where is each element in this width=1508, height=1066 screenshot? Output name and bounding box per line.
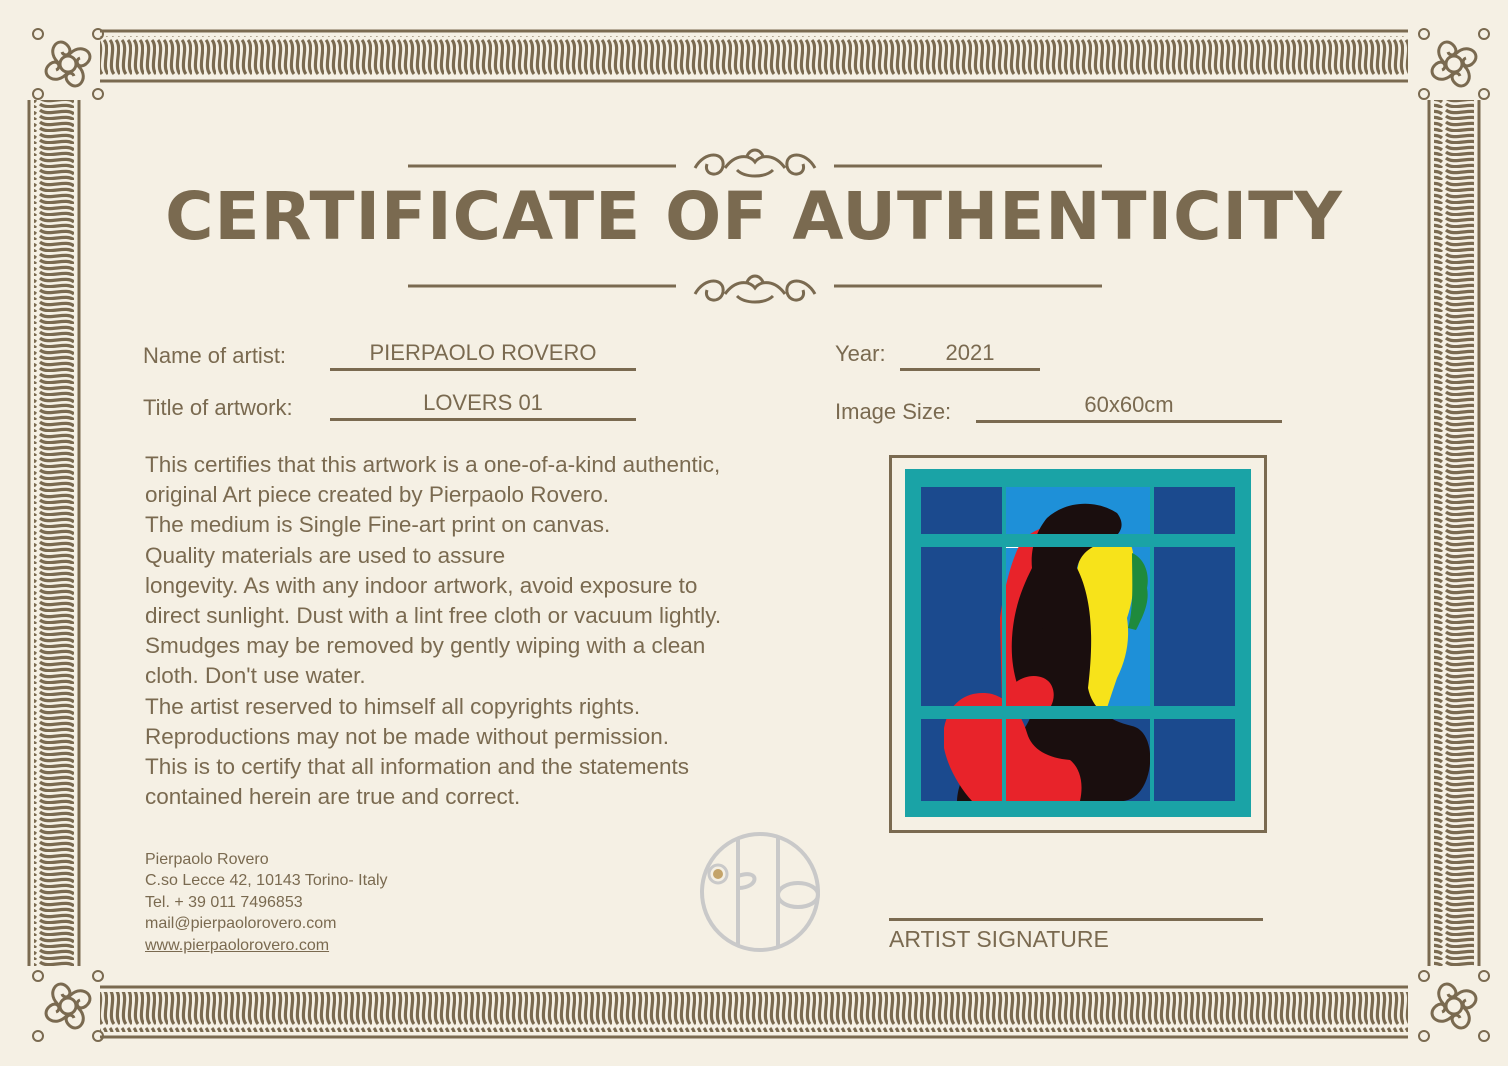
corner-scroll-ornament-icon xyxy=(18,14,118,114)
monogram-logo-icon xyxy=(690,828,830,958)
artwork-title-value: LOVERS 01 xyxy=(330,390,636,421)
contact-phone: Tel. + 39 011 7496853 xyxy=(145,893,303,911)
contact-email[interactable]: mail@pierpaolorovero.com xyxy=(145,915,337,933)
bottom-flourish-ornament-icon xyxy=(400,268,1110,318)
signature-line xyxy=(889,918,1263,921)
statement-line: contained herein are true and correct. xyxy=(145,784,521,810)
statement-line: Smudges may be removed by gently wiping with a clean xyxy=(145,633,706,659)
artwork-title-label: Title of artwork: xyxy=(143,395,293,420)
statement-line: Quality materials are used to assure xyxy=(145,542,506,568)
contact-name: Pierpaolo Rovero xyxy=(145,851,269,868)
signature-label: ARTIST SIGNATURE xyxy=(889,926,1109,952)
contact-info xyxy=(145,849,388,956)
artist-name-value: PIERPAOLO ROVERO xyxy=(330,340,636,371)
contact-website-link[interactable]: www.pierpaolorovero.com xyxy=(145,936,330,954)
image-size-label: Image Size: xyxy=(835,399,952,424)
corner-scroll-ornament-icon xyxy=(1404,14,1504,114)
statement-line: longevity. As with any indoor artwork, avoid exposure to xyxy=(145,572,698,598)
artist-name-label: Name of artist: xyxy=(143,343,287,368)
statement-line: This is to certify that all information and the statements xyxy=(145,754,689,780)
contact-address: C.so Lecce 42, 10143 Torino- Italy xyxy=(145,872,388,890)
certificate-title: CERTIFICATE OF AUTHENTICITY xyxy=(165,178,1343,255)
statement-line: The artist reserved to himself all copyrights rights. xyxy=(145,693,641,719)
artwork-thumbnail xyxy=(889,455,1267,833)
statement-line: cloth. Don't use water. xyxy=(145,663,366,689)
statement-line: The medium is Single Fine-art print on canvas. xyxy=(145,512,611,538)
statement-line: direct sunlight. Dust with a lint free cloth or vacuum lightly. xyxy=(145,603,722,629)
image-size-value: 60x60cm xyxy=(976,392,1282,423)
artwork-image xyxy=(892,458,1264,830)
statement-line: original Art piece created by Pierpaolo Rovero. xyxy=(145,482,610,508)
statement-line: Reproductions may not be made without permission. xyxy=(145,723,670,749)
year-label: Year: xyxy=(835,341,886,366)
statement-line: This certifies that this artwork is a one-of-a-kind authentic, xyxy=(145,452,721,477)
corner-scroll-ornament-icon xyxy=(1404,956,1504,1056)
certification-statement xyxy=(145,450,825,812)
year-value: 2021 xyxy=(900,340,1040,371)
corner-scroll-ornament-icon xyxy=(18,956,118,1056)
